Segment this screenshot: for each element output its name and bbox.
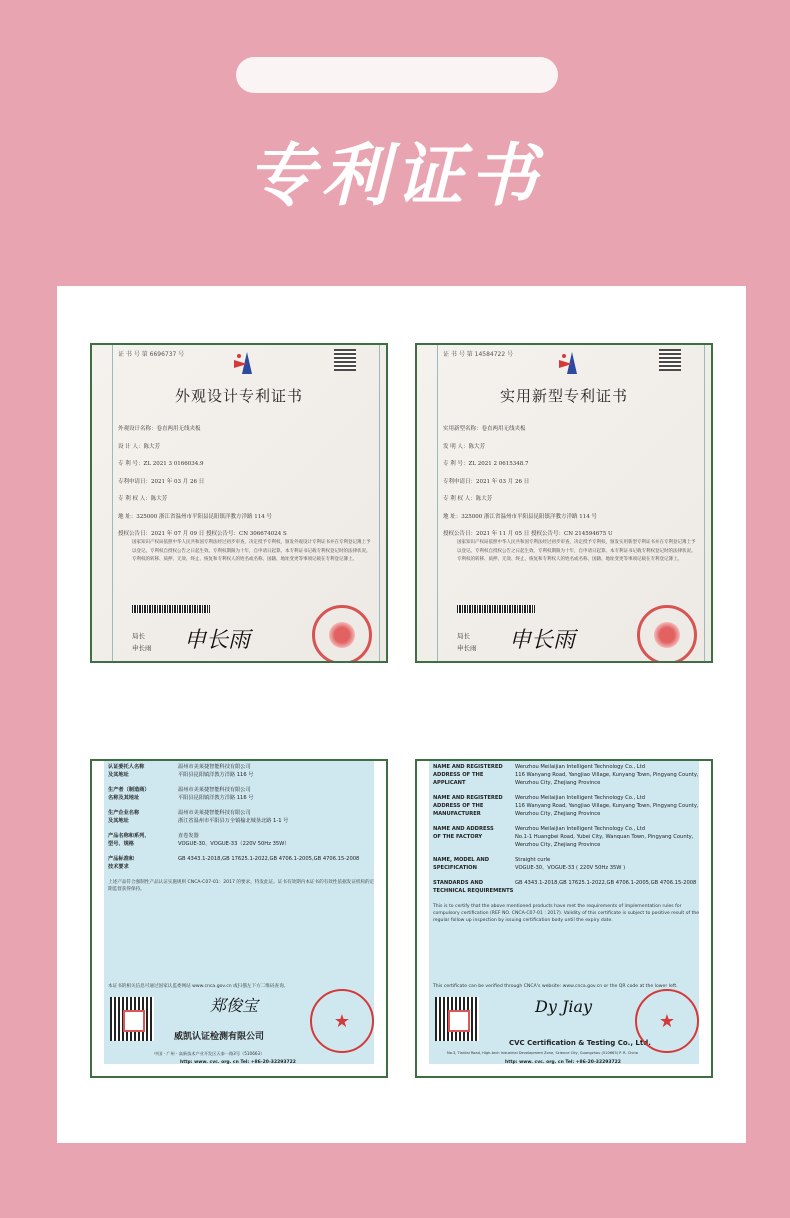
field-line: 地 址：325000 浙江省温州市平阳县昆阳镇洋教方洋路 114 号 [118,513,272,520]
director-name: 申长雨 [457,644,477,652]
certificate-number: 证 书 号 第 14584722 号 [443,351,514,358]
certificate-number: 证 书 号 第 6696737 号 [118,351,185,358]
field-row [108,832,378,848]
handwritten-signature: 申长雨 [184,628,251,653]
cvc-certificate-chinese [90,759,388,1078]
field-label: STANDARDS AND TECHNICAL REQUIREMENTS [433,880,514,894]
certificate-fields [433,763,703,902]
certificate-note: 上述产品符合强制性产品认证实施规则 CNCA-C07-01：2017 的要求，特发此证。证书有效期内本证书的有效性依据发证机构的定期监督获得保持。 [108,880,375,892]
certificate-title: 实用新型专利证书 [499,387,628,405]
qr-code-icon [659,349,681,371]
official-seal-icon [312,605,372,663]
verification-note: This certificate can be verified through CNCA's website: www.cnca.gov.cn or the QR code at the lower left. [433,984,678,989]
field-row [108,763,378,779]
cnipa-logo-icon [555,350,589,376]
certificate-paragraph: 国家知识产权局依照中华人民共和国专利法经过初步审查，决定授予专利权，颁发实用新型专利证书并在专利登记簿上予以登记。专利权自授权公告之日起生效。专利权期限为十年，自申请日起算。本专利证书记载专利权登记时的法律状况。专利权的转移、质押、无效、终止、恢复和专利权人的姓名或名称、国籍、地址变更等事项记载在专利登记簿上。 [457,540,696,562]
field-row [433,856,703,872]
issuer-address: 中国 · 广州 · 高新技术产业开发区天泰一路3号（510663） [154,1051,265,1056]
field-row [433,763,703,787]
field-line: 专 利 号：ZL 2021 2 0615348.7 [443,461,529,467]
handwritten-signature: Dy Jiay [535,997,593,1016]
field-line: 授权公告日：2021 年 07 月 09 日 授权公告号：CN 306674024 S [118,531,287,537]
field-row [108,855,378,871]
field-line: 专 利 权 人：陈大芳 [118,496,168,502]
certificate-title: 外观设计专利证书 [174,387,303,405]
field-label: 产品名称和系列、 型号、规格 [108,833,150,847]
field-value: Wenzhou Meilaijian Intelligent Technology Co., Ltd 116 Wanyang Road, Yangjiao Village, Kunyang Town, Pingyang County, Wenzhou City, Zhejiang Province [515,795,699,817]
issuer-website: http: www. cvc. org. cn Tel: +86-20-32293722 [180,1060,296,1065]
handwritten-signature: 郑俊宝 [210,996,259,1015]
field-line: 发 明 人：陈大芳 [443,443,485,450]
field-value: Wenzhou Meilaijian Intelligent Technology Co., Ltd No.1-1 Huangbei Road, Yubei City, Wanquan Town, Pingyang County, Wenzhou City, Zhejiang Province [515,826,694,848]
cvc-certificate-english [415,759,713,1078]
director-name: 申长雨 [132,644,152,652]
field-line: 专利申请日：2021 年 03 月 26 日 [443,478,530,485]
qr-code-icon [334,349,356,371]
certificate-fields [108,763,378,878]
field-value: Straight curle VOGUE-30、VOGUE-33 ( 220V 50Hz 35W ) [515,857,626,871]
qr-code-icon [435,997,479,1041]
issuer-name: 威凯认证检测有限公司 [174,1032,265,1042]
field-label: 生产企业名称 及其地址 [108,810,140,824]
field-row [108,809,378,825]
field-label: NAME AND REGISTERED ADDRESS OF THE MANUFACTURER [433,795,503,817]
director-label [132,630,152,654]
field-row [433,825,703,849]
official-seal-icon [635,989,699,1053]
issuer-address: No.3, Tiantai Road, High-tech Industrial Development Zone, Science City, Guangzhou (510663) P. R. China [447,1051,638,1055]
director-title: 局长 [457,632,470,640]
handwritten-signature: 申长雨 [509,628,576,653]
field-row [108,786,378,802]
field-line: 地 址：325000 浙江省温州市平阳县昆阳镇洋教方洋路 114 号 [443,513,597,520]
field-value: Wenzhou Meilaijian Intelligent Technology Co., Ltd 116 Wanyang Road, Yangjiao Village, Kunyang Town, Pingyang County, Wenzhou City, Zhejiang Province [515,764,699,786]
field-value: 直卷发器 VOGUE-30、VOGUE-33（220V 50Hz 35W） [178,833,290,847]
official-seal-icon [310,989,374,1053]
field-value: GB 4343.1-2018,GB 17625.1-2022,GB 4706.1-2005,GB 4706.15-2008 [515,880,697,886]
field-label: NAME, MODEL AND SPECIFICATION [433,857,490,871]
utility-model-patent-certificate [415,343,713,663]
field-label: 认证委托人名称 及其地址 [108,764,145,778]
barcode-icon [132,605,210,613]
field-line: 授权公告日：2021 年 11 月 05 日 授权公告号：CN 214594675 U [443,531,613,537]
top-pill-decoration [236,57,558,93]
field-line: 专 利 权 人：陈大芳 [443,496,493,502]
field-label: 产品标准和 技术要求 [108,856,134,870]
page-title: 专利证书 [246,137,543,216]
field-line: 外观设计名称：卷直两用无线夹板 [118,426,201,432]
barcode-icon [457,605,535,613]
field-value: 温州市美莱捷智能科技有限公司 平阳县昆阳镇洋教方洋路 116 号 [178,787,254,801]
director-title: 局长 [132,632,145,640]
field-line: 设 计 人：陈大芳 [118,443,160,450]
design-patent-certificate [90,343,388,663]
verification-note: 本证书的相关信息可通过国家认监委网站 www.cnca.gov.cn 或扫描左下方二维码查询。 [108,984,289,989]
field-line: 专 利 号：ZL 2021 3 0166034.9 [118,461,204,467]
official-seal-icon [637,605,697,663]
field-value: 温州市美莱捷智能科技有限公司 平阳县昆阳镇洋教方洋路 116 号 [178,764,254,778]
issuer-website: http: www. cvc. org. cn Tel: +86-20-32293722 [505,1060,621,1065]
field-line: 专利申请日：2021 年 03 月 26 日 [118,478,205,485]
certificate-fields [118,421,287,544]
field-row [433,794,703,818]
director-label [457,630,477,654]
certificate-fields [443,421,613,544]
field-line: 实用新型名称：卷直两用无线夹板 [443,426,526,432]
field-value: GB 4343.1-2018,GB 17625.1-2022,GB 4706.1-2005,GB 4706.15-2008 [178,856,360,862]
field-label: 生产者（制造商） 名称及其地址 [108,787,150,801]
field-row [433,879,703,895]
qr-code-icon [110,997,154,1041]
certificate-note: This is to certify that the above mentioned products have met the requirements of implementation rules for compulsory certification (REF NO. CNCA-C07-01 : 2017). Validity of this certificate is subject to positive result of the regular follow up inspection by issuing certification body until the expiry date. [433,904,700,923]
field-value: 温州市美莱捷智能科技有限公司 浙江省温州市平阳县万全镇榆北城垦北路 1-1 号 [178,810,289,824]
field-label: NAME AND REGISTERED ADDRESS OF THE APPLICANT [433,764,503,786]
certificate-paragraph: 国家知识产权局依照中华人民共和国专利法经过初步审查，决定授予专利权，颁发外观设计专利证书并在专利登记簿上予以登记。专利权自授权公告之日起生效。专利权期限为十年，自申请日起算。本专利证书记载专利权登记时的法律状况。专利权的转移、质押、无效、终止、恢复和专利权人的姓名或名称、国籍、地址变更等事项记载在专利登记簿上。 [132,540,371,562]
field-label: NAME AND ADDRESS OF THE FACTORY [433,826,494,840]
issuer-name: CVC Certification & Testing Co., Ltd. [509,1039,651,1047]
cnipa-logo-icon [230,350,264,376]
